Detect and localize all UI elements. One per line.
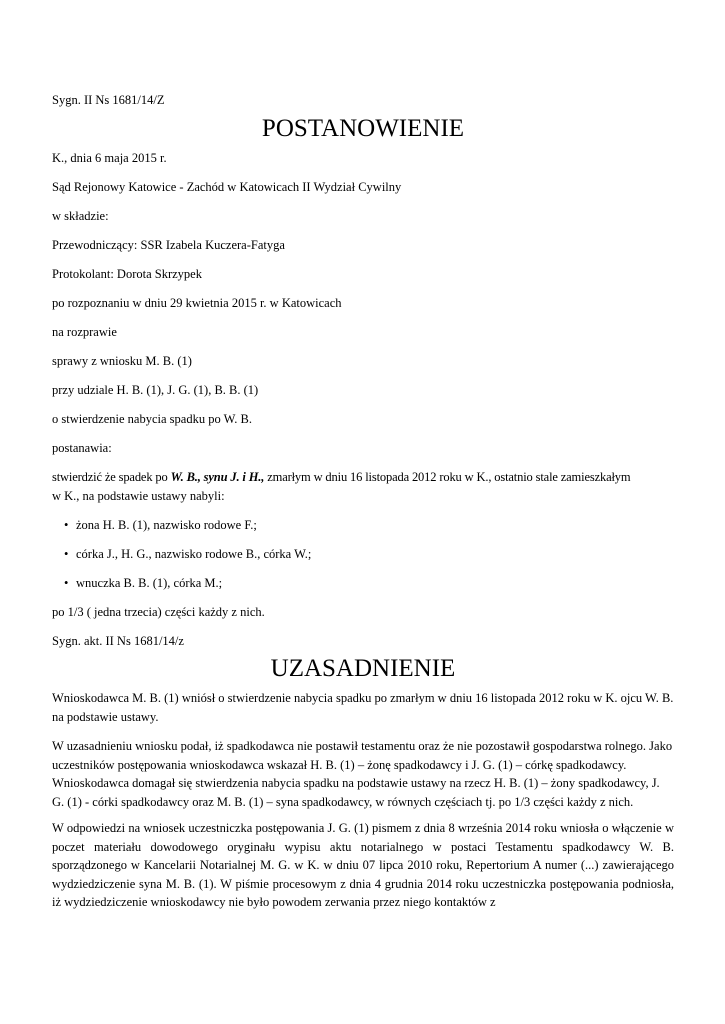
hearing-line: po rozpoznaniu w dniu 29 kwietnia 2015 r. w Katowicach [52, 296, 342, 310]
list-item [64, 517, 257, 533]
bullet-icon: • [64, 547, 69, 561]
session-line: na rozprawie [52, 325, 117, 339]
court-name: Sąd Rejonowy Katowice - Zachód w Katowicach II Wydział Cywilny [52, 180, 402, 194]
list-item [64, 546, 311, 562]
chair-line: Przewodniczący: SSR Izabela Kuczera-Fatyga [52, 238, 285, 252]
composition-label: w składzie: [52, 209, 109, 223]
date-line: K., dnia 6 maja 2015 r. [52, 151, 167, 165]
bullet-icon: • [64, 518, 69, 532]
shares-line: po 1/3 ( jedna trzecia) części każdy z nich. [52, 605, 265, 619]
justification-paragraph-2: W uzasadnieniu wniosku podał, iż spadkodawca nie postawił testamentu oraz że nie pozostawił gospodarstwa rolnego. Jako uczestników postępowania wnioskodawca wskazał H. B. (1) – żonę spadkodawcy i J. G. (1) – córkę spadkodawcy. Wnioskodawca domagał się stwierdzenia nabycia spadku na podstawie ustawy na rzecz H. B. (1) – żony spadkodawcy, J. G. (1) - córki spadkodawcy oraz M. B. (1) – syna spadkodawcy, w równych częściach tj. po 1/3 części każdy z nich. [52, 739, 673, 809]
justification-title: UZASADNIENIE [270, 655, 456, 682]
ruling-line-2: w K., na podstawie ustawy nabyli: [52, 489, 225, 503]
list-item [64, 575, 222, 591]
heir-text: żona H. B. (1), nazwisko rodowe F.; [76, 518, 257, 532]
ruling-line [52, 469, 630, 485]
case-signature: Sygn. II Ns 1681/14/Z [52, 93, 165, 107]
ruling-prefix: stwierdzić że spadek po [52, 470, 171, 484]
clerk-line: Protokolant: Dorota Skrzypek [52, 267, 202, 281]
justification-signature: Sygn. akt. II Ns 1681/14/z [52, 634, 184, 648]
heir-text: wnuczka B. B. (1), córka M.; [76, 576, 223, 590]
subject-line: o stwierdzenie nabycia spadku po W. B. [52, 412, 252, 426]
ruling-suffix: zmarłym w dniu 16 listopada 2012 roku w K., ostatnio stale zamieszkałym [264, 470, 631, 484]
justification-paragraph-3: W odpowiedzi na wniosek uczestniczka postępowania J. G. (1) pismem z dnia 8 września 2014 roku wniosła o włączenie w poczet materiału dowodowego oryginału wypisu aktu notarialnego w postaci Testamentu spadkodawcy W. B. sporządzonego w Kancelarii Notarialnej M. G. w K. w dniu 07 lipca 2010 roku, Repertorium A numer (...) zawierającego wydziedziczenie syna M. B. (1). W piśmie procesowym z dnia 4 grudnia 2014 roku uczestniczka postępowania podniosła, iż wydziedziczenie wnioskodawcy nie było powodem zerwania przez niego kontaktów z [52, 821, 674, 909]
heir-text: córka J., H. G., nazwisko rodowe B., córka W.; [76, 547, 312, 561]
document-title: POSTANOWIENIE [261, 115, 465, 142]
justification-paragraph-1: Wnioskodawca M. B. (1) wniósł o stwierdzenie nabycia spadku po zmarłym w dniu 16 listopada 2012 roku w K. ojcu W. B. na podstawie ustawy. [52, 691, 674, 724]
ruling-emphasis: W. B., synu J. i H., [170, 470, 265, 484]
bullet-icon: • [64, 576, 69, 590]
ruling-label: postanawia: [52, 441, 112, 455]
case-line: sprawy z wniosku M. B. (1) [52, 354, 192, 368]
participants-line: przy udziale H. B. (1), J. G. (1), B. B. (1) [52, 383, 259, 397]
